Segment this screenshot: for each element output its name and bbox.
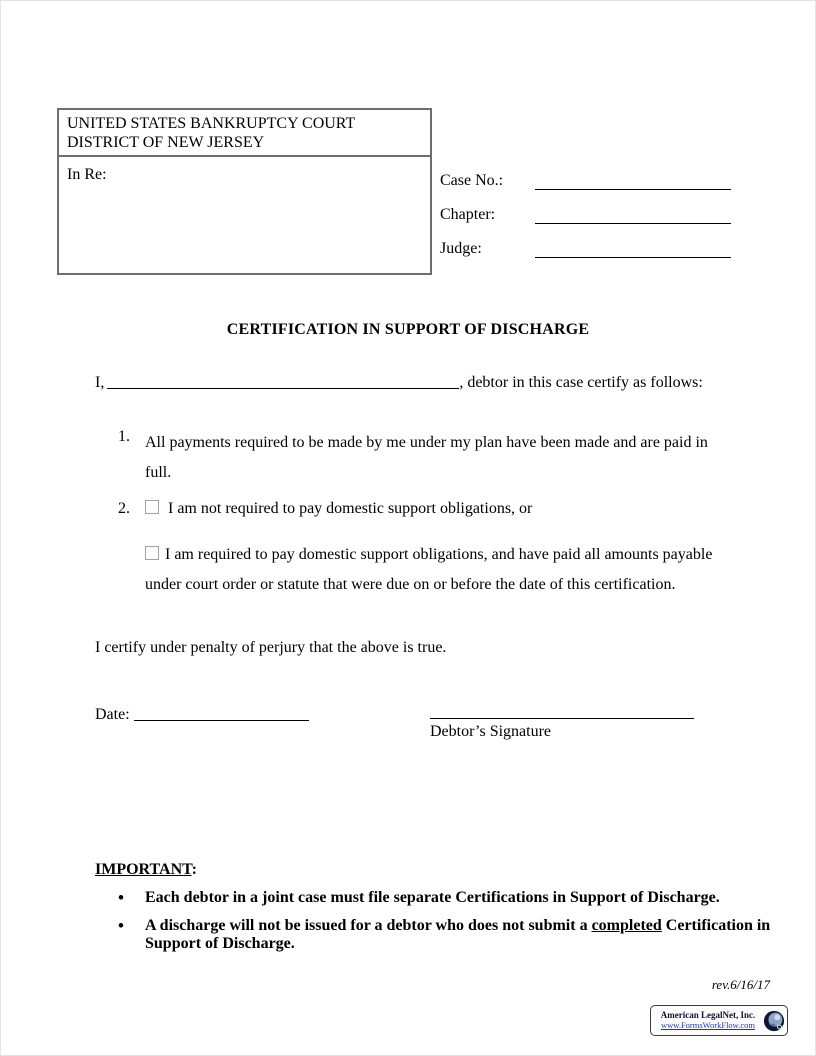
judge-row [440,238,731,258]
bullet-icon: • [118,916,124,935]
case-no-label: Case No.: [440,172,504,189]
important-bullet-2 [118,917,793,953]
item2-option1-text: I am not required to pay domestic support obligations, or [168,500,533,517]
important-bullet-2-post: Certification in Support of Discharge. [145,917,771,952]
important-bullet-1-text: Each debtor in a joint case must file separate Certifications in Support of Discharge. [145,889,720,906]
item2-option2-row [145,540,719,600]
item2-number: 2. [118,500,130,517]
case-no-row [440,170,731,190]
date-row [95,704,309,724]
bullet-icon: • [118,888,124,907]
in-re-label: In Re: [67,166,107,183]
logo-text [655,1010,761,1030]
signature-caption: Debtor’s Signature [430,723,552,740]
revision-date: rev.6/16/17 [711,977,770,992]
caption-box [57,108,432,275]
important-bullet-2-underlined: completed [591,917,662,934]
chapter-field[interactable] [535,204,731,224]
case-fields [440,170,731,272]
debtor-name-field[interactable] [107,372,459,389]
judge-field[interactable] [535,238,731,258]
chapter-label: Chapter: [440,206,496,223]
case-no-field[interactable] [535,170,731,190]
judge-label: Judge: [440,240,482,257]
item1-text: All payments required to be made by me under my plan have been made and are paid in full. [145,434,708,481]
signature-field[interactable] [430,690,694,719]
item2-option2-text: I am required to pay domestic support obligations, and have paid all amounts payable under court order or statute that were due on or before the date of this certification. [145,546,713,593]
date-field[interactable] [134,704,309,721]
american-legalnet-logo [650,1005,788,1036]
option2-checkbox[interactable] [145,546,159,560]
court-name [59,110,430,157]
logo-website-link[interactable]: www.FormsWorkFlow.com [660,1019,756,1030]
item2-option1-row [118,500,532,518]
logo-company-name: American LegalNet, Inc. [660,1010,756,1021]
form-title: CERTIFICATION IN SUPPORT OF DISCHARGE [226,321,590,338]
court-name-line1: UNITED STATES BANKRUPTCY COURT [67,115,356,132]
perjury-statement: I certify under penalty of perjury that the above is true. [95,639,447,656]
intro-line [95,372,703,392]
globe-icon [763,1010,785,1032]
option1-checkbox[interactable] [145,500,159,514]
court-name-line2: DISTRICT OF NEW JERSEY [67,134,265,151]
date-label: Date: [95,706,130,723]
important-heading [95,861,197,879]
in-re-section [59,157,430,193]
intro-suffix: , debtor in this case certify as follows: [459,374,703,391]
important-heading-text: IMPORTANT [95,861,192,878]
item1-number: 1. [118,428,130,445]
important-heading-colon: : [191,861,197,878]
important-bullet-1 [118,889,805,907]
intro-prefix: I, [95,374,105,391]
important-bullet-2-pre: A discharge will not be issued for a debtor who does not submit a [145,917,592,934]
chapter-row [440,204,731,224]
